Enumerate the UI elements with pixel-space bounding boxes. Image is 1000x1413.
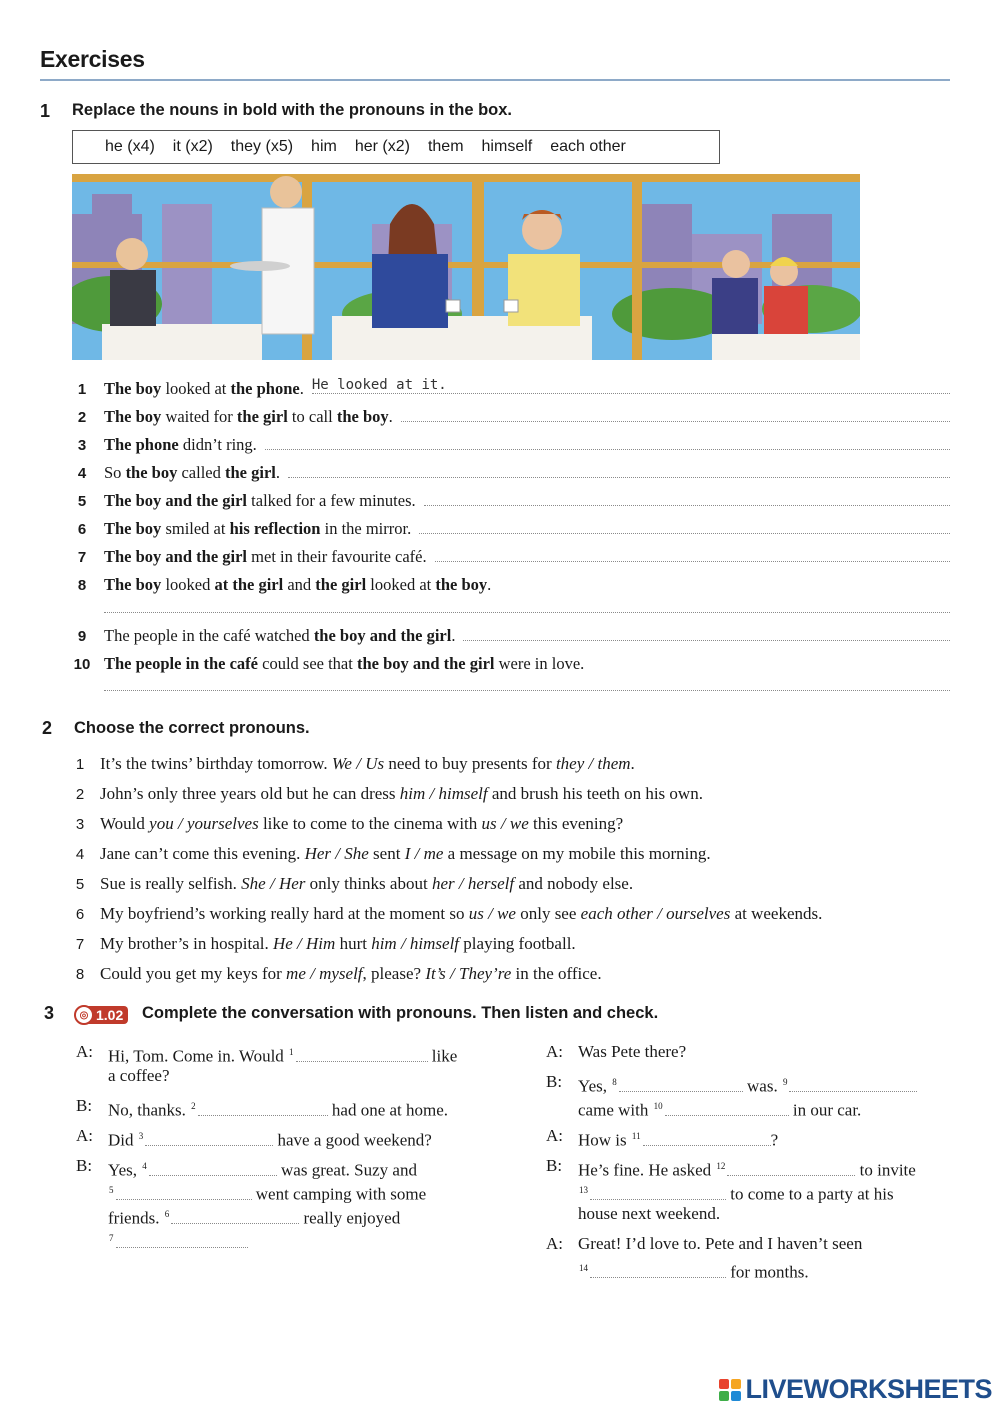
liveworksheets-logo[interactable] [719,1374,992,1405]
item-number: 3 [77,437,87,454]
exercise-1-item [60,378,950,402]
word-box-item: him [311,138,337,155]
fill-in-blank[interactable] [296,1048,428,1062]
item-sentence: The phone didn’t ring. [104,435,257,454]
fill-in-blank[interactable] [590,1186,726,1200]
conversation-line: a coffee? [108,1066,170,1085]
exercise-1-item [60,546,950,570]
cd-icon: ◎ [74,1005,94,1025]
fill-in-blank[interactable] [789,1078,917,1092]
item-number: 4 [77,465,87,482]
item-sentence: My boyfriend’s working really hard at the moment so us / we only see each other / ourselves at weekends. [100,904,823,923]
conversation-line: How is $^{11}$ ? [578,1130,779,1150]
blank-number: 6 [164,1209,170,1219]
blank-number: 11 [631,1131,641,1141]
item-number: 8 [75,966,85,983]
item-number: 2 [75,786,85,803]
audio-track-badge[interactable] [74,1004,128,1026]
exercise-1-heading: Replace the nouns in bold with the pronouns in the box. [72,101,512,119]
speaker-label: B: [76,1096,93,1115]
answer-line[interactable] [463,625,950,641]
conversation-line: house next weekend. [578,1204,721,1223]
exercise-1-item [60,654,950,678]
item-sentence: The boy waited for the girl to call the boy. [104,407,393,426]
page-title: Exercises [40,46,145,72]
item-number: 4 [75,846,85,863]
word-box-item: they (x5) [230,138,294,155]
word-box-item: himself [481,138,533,155]
item-number: 1 [77,381,87,398]
exercise-1-item [60,406,950,430]
fill-in-blank[interactable] [727,1162,855,1176]
item-sentence: The people in the café could see that the boy and the girl were in love. [104,654,585,673]
exercise-3-number: 3 [44,1003,55,1023]
conversation-line [108,1226,248,1255]
conversation-line: Did $^3$ have a good weekend? [108,1130,432,1150]
item-number: 1 [75,756,85,773]
exercise-2-item [60,874,950,894]
logo-text: LIVEWORKSHEETS [745,1374,992,1404]
blank-number: 8 [612,1077,617,1087]
exercise-3-heading: Complete the conversation with pronouns. Then listen and check. [142,1004,659,1022]
title-divider [40,79,950,81]
conversation-line: He’s fine. He asked $^{12}$ to invite [578,1160,916,1180]
item-sentence: So the boy called the girl. [104,463,280,482]
fill-in-blank[interactable] [149,1162,277,1176]
item-number: 5 [77,493,87,510]
logo-square-green [719,1391,729,1401]
exercise-1-item [60,625,950,649]
conversation-line: $^{13}$ to come to a party at his [579,1184,894,1204]
exercise-1-number: 1 [40,101,51,121]
cafe-illustration [72,174,860,360]
conversation-line: Was Pete there? [578,1042,687,1061]
fill-in-blank[interactable] [198,1102,328,1116]
exercise-1-item [60,575,950,599]
item-sentence: The boy and the girl met in their favourite café. [104,547,427,566]
item-number: 9 [77,628,87,645]
exercise-1-item [60,462,950,486]
blank-number: 4 [142,1161,147,1171]
exercise-2-heading: Choose the correct pronouns. [74,719,310,737]
item-sentence: John’s only three years old but he can dress him / himself and brush his teeth on his own. [100,784,703,803]
speaker-label: A: [546,1042,563,1061]
item-number: 3 [75,816,85,833]
fill-in-blank[interactable] [665,1102,789,1116]
item-sentence: The people in the café watched the boy and the girl. [104,626,456,645]
fill-in-blank[interactable] [590,1264,726,1278]
answer-line[interactable] [312,378,950,394]
exercise-2-item [60,904,950,924]
exercise-2-item [60,934,950,954]
fill-in-blank[interactable] [116,1234,248,1248]
speaker-label: B: [546,1156,563,1175]
answer-line[interactable] [424,490,950,506]
speaker-label: B: [76,1156,93,1175]
item-sentence: Would you / yourselves like to come to the cinema with us / we this evening? [100,814,624,833]
answer-line[interactable] [104,690,950,691]
item-number: 10 [73,656,91,673]
item-sentence: Jane can’t come this evening. Her / She sent I / me a message on my mobile this morning. [100,844,711,863]
conversation-line: Yes, $^4$ was great. Suzy and [108,1160,417,1180]
blank-number: 2 [191,1101,196,1111]
fill-in-blank[interactable] [145,1132,273,1146]
item-sentence: The boy looked at the girl and the girl looked at the boy. [104,575,492,594]
item-number: 6 [75,906,85,923]
fill-in-blank[interactable] [643,1132,771,1146]
item-number: 8 [77,577,87,594]
blank-number: 7 [109,1233,114,1243]
word-box-item: he (x4) [105,138,155,155]
word-box-item: her (x2) [354,138,410,155]
answer-line[interactable] [265,434,950,450]
blank-number: 9 [782,1077,788,1087]
exercise-1-item [60,434,950,458]
conversation-line: Great! I’d love to. Pete and I haven’t seen [578,1234,863,1253]
answer-text: He looked at it. [311,377,447,393]
answer-line[interactable] [419,518,950,534]
item-number: 7 [75,936,85,953]
item-number: 5 [75,876,85,893]
blank-number: 12 [716,1161,726,1171]
liveworksheets-logo-icon [719,1379,741,1401]
word-box-item: them [427,138,464,155]
blank-number: 3 [138,1131,144,1141]
fill-in-blank[interactable] [171,1210,299,1224]
conversation-line: $^{14}$ for months. [579,1262,809,1282]
exercise-2-item [60,964,950,984]
exercise-2-number: 2 [42,718,53,738]
item-number: 2 [77,409,87,426]
item-number: 6 [77,521,87,538]
fill-in-blank[interactable] [619,1078,743,1092]
answer-line[interactable] [288,462,950,478]
answer-line[interactable] [104,612,950,613]
word-box-item: it (x2) [172,138,213,155]
conversation-line: $^5$ went camping with some [109,1184,427,1204]
answer-line[interactable] [435,546,950,562]
logo-square-red [719,1379,729,1389]
word-box-item: each other [550,138,626,155]
exercise-2-item [60,814,950,834]
pronoun-word-box [72,130,720,164]
item-sentence: The boy and the girl talked for a few minutes. [104,491,416,510]
speaker-label: B: [546,1072,563,1091]
conversation-line: Hi, Tom. Come in. Would $^1$ like [108,1046,458,1066]
speaker-label: A: [76,1042,93,1061]
logo-square-orange [731,1379,741,1389]
item-sentence: The boy smiled at his reflection in the mirror. [104,519,412,538]
item-sentence: It’s the twins’ birthday tomorrow. We / Us need to buy presents for they / them. [100,754,635,773]
logo-square-blue [731,1391,741,1401]
blank-number: 14 [579,1263,588,1273]
answer-line[interactable] [401,406,950,422]
blank-number: 1 [289,1047,294,1057]
exercise-2-item [60,754,950,774]
conversation-line: friends. $^6$ really enjoyed [108,1208,401,1228]
blank-number: 5 [109,1185,114,1195]
item-number: 7 [77,549,87,566]
conversation-line: came with $^{10}$ in our car. [578,1100,862,1120]
blank-number: 13 [579,1185,588,1195]
exercise-2-item [60,844,950,864]
speaker-label: A: [546,1234,563,1253]
item-sentence: My brother’s in hospital. He / Him hurt him / himself playing football. [100,934,576,953]
blank-number: 10 [653,1101,663,1111]
exercise-1-item [60,490,950,514]
item-sentence: Sue is really selfish. She / Her only thinks about her / herself and nobody else. [100,874,634,893]
speaker-label: A: [546,1126,563,1145]
exercise-1-item [60,518,950,542]
conversation-line: No, thanks. $^2$ had one at home. [108,1100,449,1120]
conversation-line: Yes, $^8$ was. $^9$ [578,1070,917,1099]
speaker-label: A: [76,1126,93,1145]
audio-track-code: 1.02 [86,1006,128,1024]
fill-in-blank[interactable] [116,1186,252,1200]
item-sentence: The boy looked at the phone. [104,379,304,398]
exercise-2-item [60,784,950,804]
item-sentence: Could you get my keys for me / myself, please? It’s / They’re in the office. [100,964,602,983]
